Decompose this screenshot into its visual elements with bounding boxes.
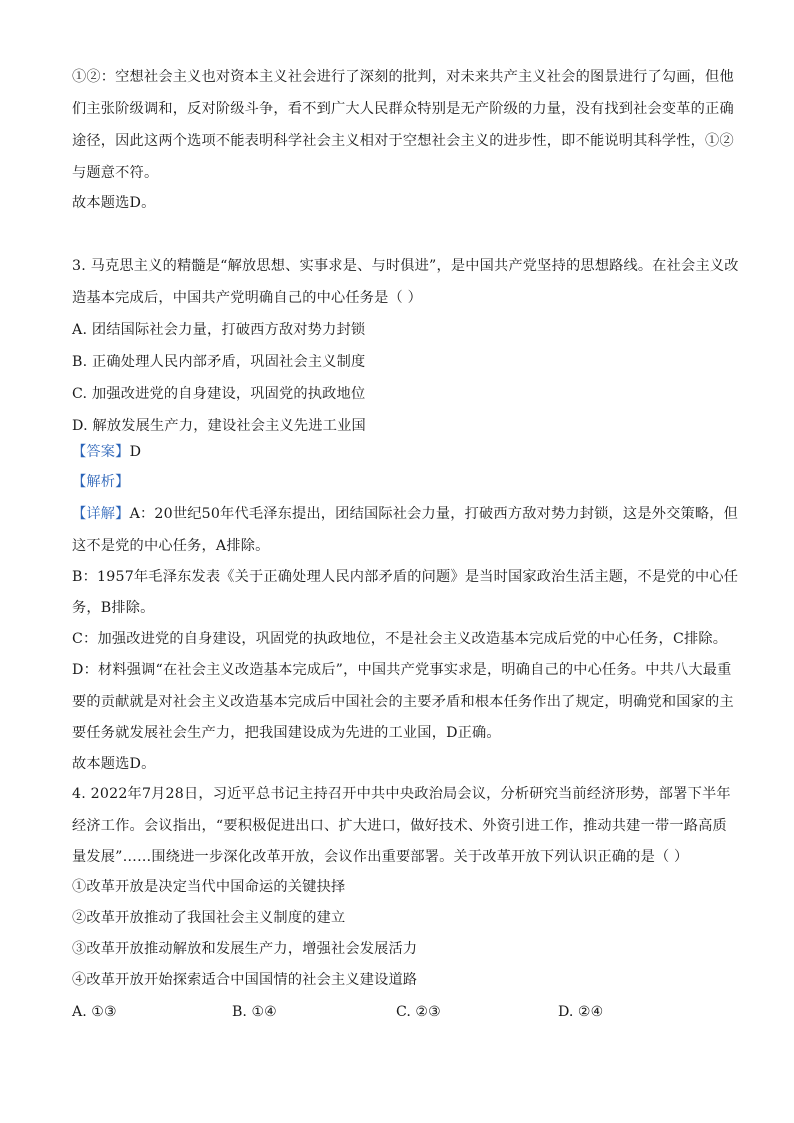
prev-analysis-line: 与题意不符。	[72, 165, 159, 181]
q4-statement-2: ②改革开放推动了我国社会主义制度的建立	[72, 910, 346, 926]
prev-analysis-line: ①②：空想社会主义也对资本主义社会进行了深刻的批判，对未来共产主义社会的图景进行了勾画，但他	[72, 69, 734, 85]
q4-choice-a: A. ①③	[72, 1004, 117, 1020]
q3-detail-line: 务，B排除。	[72, 600, 155, 616]
q4-statement-1: ①改革开放是决定当代中国命运的关键抉择	[72, 879, 346, 895]
q3-detail-line: 要任务就发展社会生产力，把我国建设成为先进的工业国，D正确。	[72, 725, 501, 741]
q3-option-c: C. 加强改进党的自身建设，巩固党的执政地位	[72, 386, 366, 402]
q4-statement-3: ③改革开放推动解放和发展生产力，增强社会发展活力	[72, 941, 418, 957]
q4-stem-line: 经济工作。会议指出，“要积极促进出口、扩大进口，做好技术、外资引进工作，推动共建一带一路高质	[72, 818, 727, 834]
q3-detail-line: 【详解】A：20世纪50年代毛泽东提出，团结国际社会力量，打破西方敌对势力封锁，这是外交策略，但	[72, 506, 739, 522]
analysis-tag: 【解析】	[72, 474, 130, 490]
q3-detail-line: 要的贡献就是对社会主义改造基本完成后中国社会的主要矛盾和根本任务作出了规定，明确党和国家的主	[72, 694, 734, 710]
answer-value: D	[129, 444, 142, 460]
q4-choice-b: B. ①④	[232, 1004, 277, 1020]
q3-detail-line: D：材料强调“在社会主义改造基本完成后”，中国共产党事实求是，明确自己的中心任务。中共八大最重	[72, 662, 732, 678]
q3-detail-line: B：1957年毛泽东发表《关于正确处理人民内部矛盾的问题》是当时国家政治生活主题，不是党的中心任	[72, 569, 739, 585]
q3-detail-line: C：加强改进党的自身建设，巩固党的执政地位，不是社会主义改造基本完成后党的中心任务，C排除。	[72, 631, 728, 647]
q3-option-b: B. 正确处理人民内部矛盾，巩固社会主义制度	[72, 354, 366, 370]
answer-tag: 【答案】	[72, 444, 130, 460]
q3-stem-line: 3. 马克思主义的精髓是“解放思想、实事求是、与时俱进”，是中国共产党坚持的思想路线。在社会主义改	[72, 258, 739, 274]
q4-choice-c: C. ②③	[396, 1004, 441, 1020]
q4-choice-d: D. ②④	[558, 1004, 604, 1020]
prev-conclusion: 故本题选D。	[72, 195, 156, 211]
q4-stem-line: 4. 2022年7月28日，习近平总书记主持召开中共中央政治局会议，分析研究当前经济形势，部署下半年	[72, 786, 731, 802]
q3-stem-line: 造基本完成后，中国共产党明确自己的中心任务是（ ）	[72, 290, 423, 306]
q3-option-d: D. 解放发展生产力，建设社会主义先进工业国	[72, 418, 366, 434]
detail-tag: 【详解】	[72, 506, 130, 522]
q4-statement-4: ④改革开放开始探索适合中国国情的社会主义建设道路	[72, 972, 418, 988]
q3-analysis-heading	[72, 472, 130, 492]
q4-stem-line: 量发展”……围绕进一步深化改革开放，会议作出重要部署。关于改革开放下列认识正确的是（ ）	[72, 849, 689, 865]
prev-analysis-line: 们主张阶级调和，反对阶级斗争，看不到广大人民群众特别是无产阶级的力量，没有找到社会变革的正确	[72, 101, 734, 117]
prev-analysis-line: 途径，因此这两个选项不能表明科学社会主义相对于空想社会主义的进步性，即不能说明其科学性，①②	[72, 133, 734, 149]
q3-answer	[72, 442, 141, 462]
q3-detail-line: 这不是党的中心任务，A排除。	[72, 538, 270, 554]
q3-option-a: A. 团结国际社会力量，打破西方敌对势力封锁	[72, 322, 366, 338]
q3-conclusion: 故本题选D。	[72, 756, 156, 772]
